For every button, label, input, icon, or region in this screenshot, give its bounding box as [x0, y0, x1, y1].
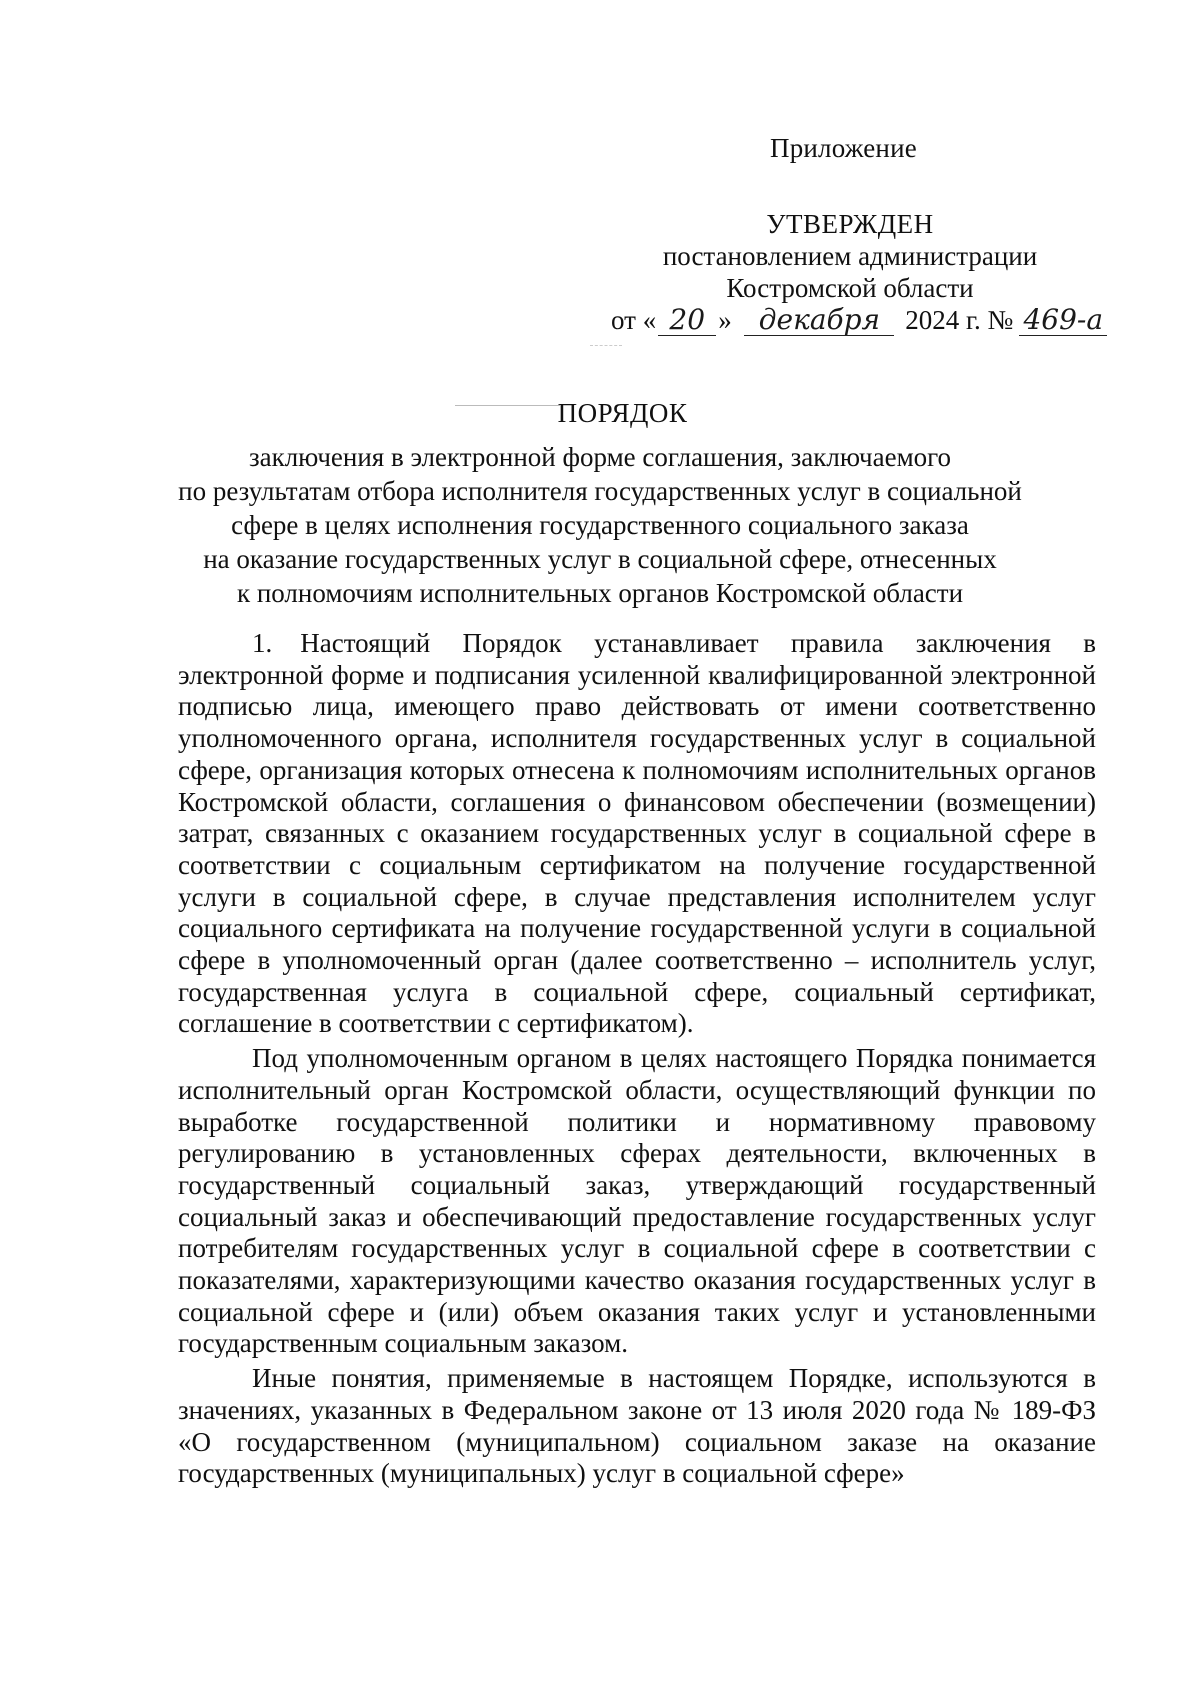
subtitle-line: к полномочиям исполнительных органов Костромской области [236, 578, 964, 608]
document-title: ПОРЯДОК [557, 398, 688, 428]
quote-open: « [642, 305, 657, 335]
handwritten-month: декабря [744, 305, 894, 336]
paragraph-1 [178, 628, 1096, 1040]
subtitle-line: сфере в целях исполнения государственного социального заказа [231, 510, 969, 540]
paragraph-3: Иные понятия, применяемые в настоящем Порядке, используются в значениях, указанных в Федеральном законе от 13 июля 2020 года № 189-ФЗ «О государственном (муниципальном) социальном заказе на оказание государственных (муниципальных) услуг в социальной сфере» [178, 1363, 1096, 1489]
scan-artifact-dash [590, 345, 622, 346]
subtitle-line: на оказание государственных услуг в социальной сфере, отнесенных [203, 544, 997, 574]
approved-by-line-1: постановлением администрации [662, 241, 1038, 271]
appendix-label: Приложение [770, 133, 917, 163]
subtitle-line: по результатам отбора исполнителя государственных услуг в социальной [178, 476, 1022, 506]
document-subtitle [150, 440, 1050, 610]
quote-close: » [718, 305, 732, 335]
subtitle-line: заключения в электронной форме соглашения, заключаемого [248, 442, 952, 472]
resolution-date-line [611, 305, 1107, 336]
approved-by-line-2: Костромской области [726, 273, 974, 303]
handwritten-number: 469-а [1019, 305, 1107, 336]
paragraph-2: Под уполномоченным органом в целях настоящего Порядка понимается исполнительный орган Костромской области, осуществляющий функции по выработке государственной политики и нормативному правовому регулированию в установленных сферах деятельности, включенных в государственный социальный заказ, утверждающий государственный социальный заказ и обеспечивающий предоставление государственных услуг потребителям государственных услуг в социальной сфере в соответствии с показателями, характеризующими качество оказания государственных услуг в социальной сфере и (или) объем оказания таких услуг и установленными государственным социальным заказом. [178, 1043, 1096, 1359]
approved-label: УТВЕРЖДЕН [766, 209, 934, 239]
approval-block [600, 208, 1100, 304]
handwritten-day: 20 [658, 305, 716, 336]
document-body [178, 628, 1096, 1490]
paragraph-1-text: Настоящий Порядок устанавливает правила заключения в электронной форме и подписания усиленной квалифицированной электронной подписью лица, имеющего право действовать от имени соответственно уполномоченного органа, исполнителя государственных услуг в социальной сфере, организация которых отнесена к полномочиям исполнительных органов Костромской области, соглашения о финансовом обеспечении (возмещении) затрат, связанных с оказанием государственных услуг в социальной сфере в соответствии с социальным сертификатом на получение государственной услуги в социальной сфере, в случае представления исполнителем услуг социального сертификата на получение государственной услуги в социальной сфере в уполномоченный орган (далее соответственно – исполнитель услуг, государственная услуга в социальной сфере, социальный сертификат, соглашение в соответствии с сертификатом). [178, 628, 1096, 1039]
paragraph-number: 1. [252, 628, 273, 658]
date-prefix: от [611, 305, 636, 335]
year-and-number-label: 2024 г. № [905, 305, 1014, 335]
